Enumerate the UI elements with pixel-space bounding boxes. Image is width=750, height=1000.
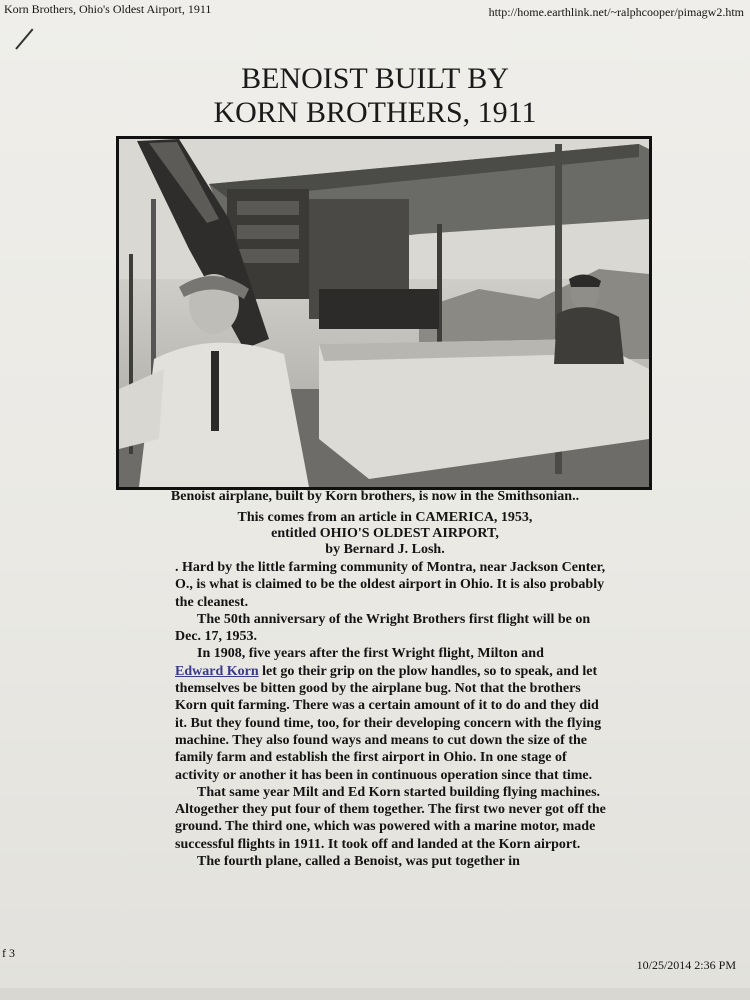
paragraph-3-start: In 1908, five years after the first Wright flight, Milton and bbox=[197, 646, 544, 662]
paragraph-4: That same year Milt and Ed Korn started building flying machines. Altogether they put four of them together. The first two never got off the ground. The third one, which was powered with a marine motor, made successful flights in 1911. It took off and landed at the Korn airport. bbox=[175, 784, 606, 852]
paragraph-5: The fourth plane, called a Benoist, was put together in bbox=[197, 854, 520, 870]
source-line-2: entitled OHIO'S OLDEST AIRPORT, bbox=[271, 526, 499, 541]
pen-mark bbox=[15, 28, 33, 49]
paragraph-1: . Hard by the little farming community of Montra, near Jackson Center, O., is what is claimed to be the oldest airport in Ohio. It is also probably the cleanest. bbox=[175, 560, 606, 610]
paragraph-3-rest: let go their grip on the plow handles, so to speak, and let themselves be bitten good by the airplane bug. Not that the brothers Korn quit farming. There was a certain amount of it to do and they did it. But they found time, too, for their developing concern with the flying machine. They also found ways and means to cut down the size of the family farm and establish the first airport in Ohio. In one stage of activity or another it has been in continuous operation since that time. bbox=[175, 663, 602, 783]
title-line-2: KORN BROTHERS, 1911 bbox=[213, 96, 537, 129]
photo-caption: Benoist airplane, built by Korn brothers, is now in the Smithsonian.. bbox=[170, 489, 580, 504]
source-line-3: by Bernard J. Losh. bbox=[325, 542, 445, 557]
source-line-1: This comes from an article in CAMERICA, 1953, bbox=[237, 510, 533, 525]
airplane-photo bbox=[116, 136, 652, 490]
paragraph-3 bbox=[175, 645, 607, 783]
header-url: http://home.earthlink.net/~ralphcooper/pimagw2.htm bbox=[488, 5, 744, 19]
source-note bbox=[0, 510, 750, 558]
article-body bbox=[175, 559, 607, 870]
header-page-title: Korn Brothers, Ohio's Oldest Airport, 1911 bbox=[4, 2, 212, 16]
footer-page-number: f 3 bbox=[2, 946, 15, 960]
edward-korn-link[interactable]: Edward Korn bbox=[175, 663, 259, 679]
underlying-page-edge bbox=[0, 988, 750, 1000]
airplane-photo-illustration bbox=[119, 139, 649, 487]
title-line-1: BENOIST BUILT BY bbox=[241, 62, 509, 95]
footer-timestamp: 10/25/2014 2:36 PM bbox=[636, 958, 736, 972]
article-title bbox=[0, 62, 750, 130]
paragraph-2: The 50th anniversary of the Wright Brothers first flight will be on Dec. 17, 1953. bbox=[175, 611, 591, 645]
